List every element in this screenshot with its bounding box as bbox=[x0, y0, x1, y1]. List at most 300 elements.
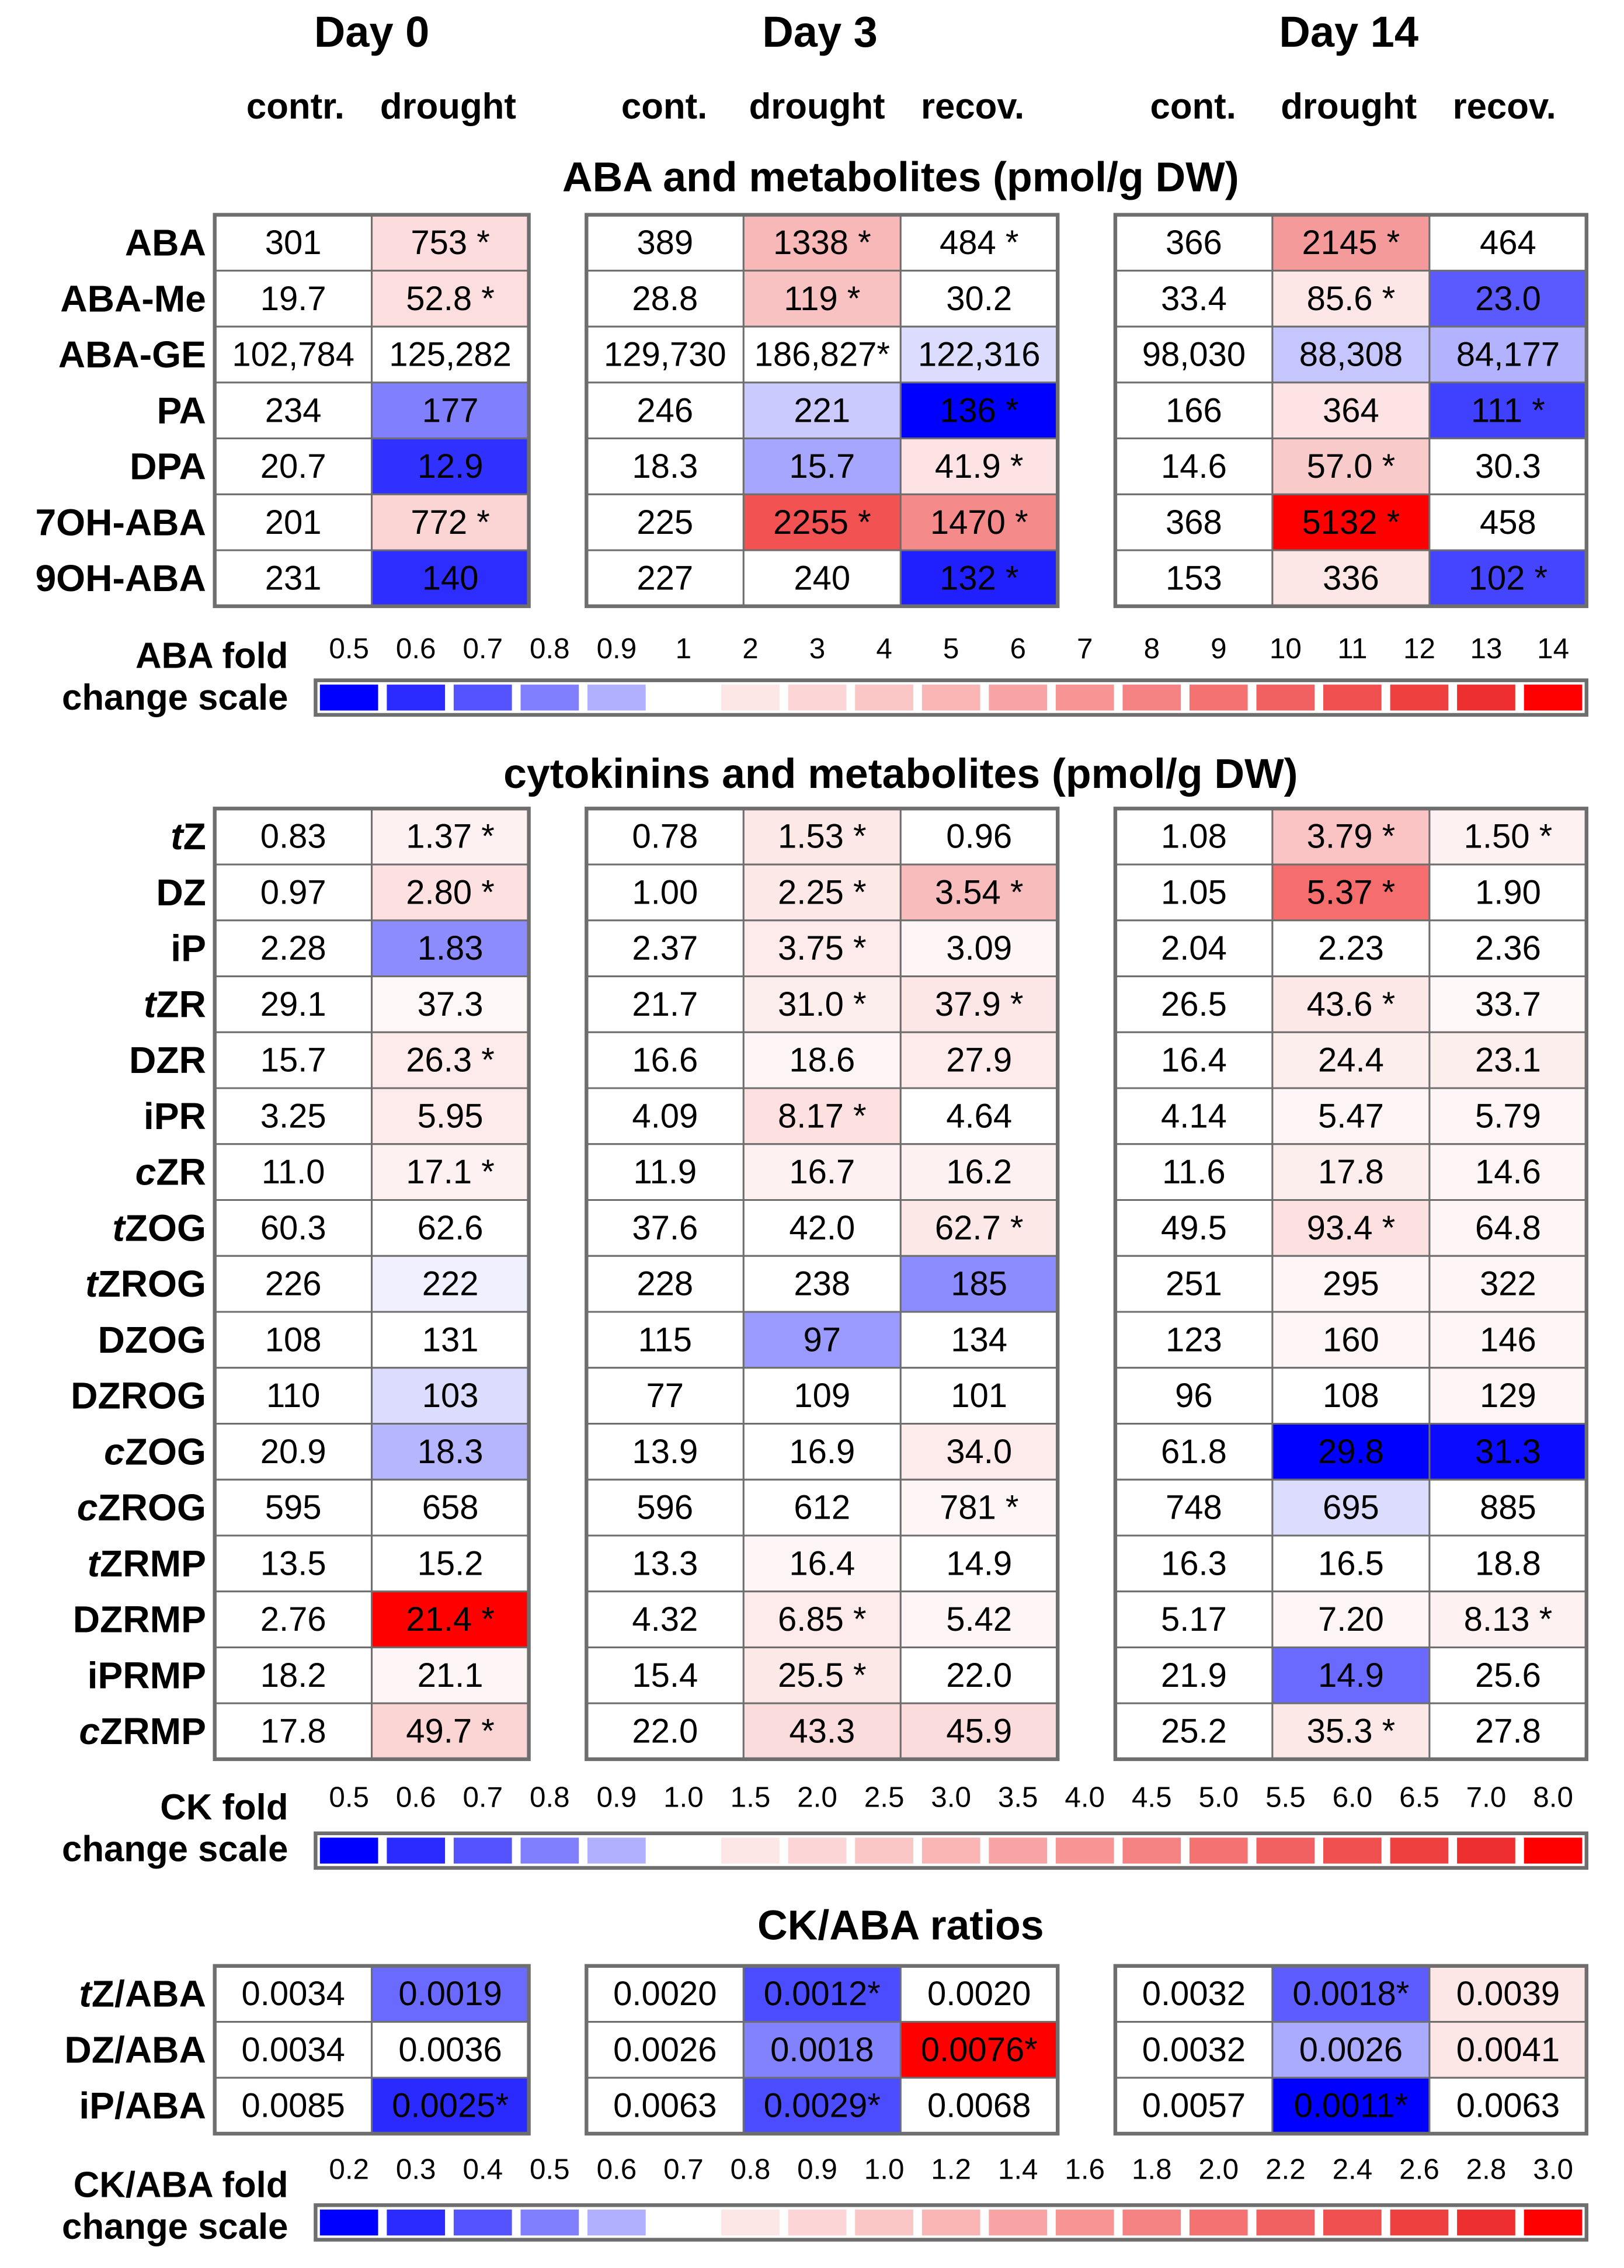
row-label-text: iP/ABA bbox=[79, 2085, 206, 2127]
row-label-text: ZR bbox=[156, 1151, 206, 1193]
cell-value: 29.1 bbox=[260, 985, 326, 1023]
cell-value: 103 bbox=[422, 1377, 479, 1415]
scale-swatch bbox=[320, 1838, 378, 1863]
cell-value: 146 bbox=[1480, 1321, 1536, 1359]
cell-value: 0.83 bbox=[260, 817, 326, 856]
cell-value: 186,827* bbox=[754, 335, 890, 374]
cell-value: 84,177 bbox=[1456, 335, 1560, 374]
cell-value: 2145 * bbox=[1302, 224, 1400, 262]
scale-swatch bbox=[1390, 1838, 1449, 1863]
scale-swatch bbox=[1390, 2210, 1449, 2235]
cell-value: 102 * bbox=[1468, 559, 1548, 598]
cell-value: 16.7 bbox=[789, 1153, 856, 1192]
scale-tick: 5.0 bbox=[1198, 1781, 1239, 1814]
cell-value: 0.0085 bbox=[241, 2086, 345, 2125]
cell-value: 0.0025* bbox=[392, 2086, 509, 2125]
scale-swatch bbox=[521, 1838, 579, 1863]
scale-tick: 0.5 bbox=[329, 632, 370, 665]
cell-value: 0.0019 bbox=[398, 1975, 502, 2013]
scale-swatch bbox=[655, 685, 713, 710]
cell-value: 136 * bbox=[939, 391, 1019, 430]
column-header: cont. bbox=[621, 86, 708, 127]
scale-swatch bbox=[1257, 2210, 1315, 2235]
cell-value: 37.3 bbox=[417, 985, 484, 1023]
day-header: Day 3 bbox=[762, 7, 878, 56]
scale-tick: 1 bbox=[675, 632, 692, 665]
cell-value: 16.6 bbox=[632, 1041, 698, 1079]
cell-value: 1.83 bbox=[417, 929, 484, 968]
cell-value: 6.85 * bbox=[778, 1600, 867, 1639]
scale-swatch bbox=[989, 1838, 1047, 1863]
cell-value: 43.6 * bbox=[1306, 985, 1396, 1023]
cell-value: 102,784 bbox=[232, 335, 355, 374]
cell-value: 0.0036 bbox=[398, 2030, 502, 2069]
row-label bbox=[112, 1207, 206, 1249]
scale-swatch bbox=[922, 685, 980, 710]
row-label-text: DZROG bbox=[71, 1374, 206, 1417]
cell-value: 17.8 bbox=[260, 1712, 326, 1751]
cell-value: 33.4 bbox=[1160, 279, 1227, 318]
cell-value: 24.4 bbox=[1317, 1041, 1384, 1079]
cell-value: 15.7 bbox=[260, 1041, 326, 1079]
row-label-text: iP bbox=[171, 927, 206, 970]
cell-value: 20.9 bbox=[260, 1432, 326, 1471]
cell-value: 4.64 bbox=[946, 1097, 1013, 1135]
cell-value: 20.7 bbox=[260, 447, 326, 485]
cell-value: 0.0026 bbox=[613, 2030, 717, 2069]
scale-label: CK fold bbox=[160, 1787, 288, 1828]
cell-value: 123 bbox=[1166, 1321, 1222, 1359]
cell-value: 23.0 bbox=[1475, 279, 1541, 318]
cell-value: 132 * bbox=[939, 559, 1019, 598]
cell-value: 0.0039 bbox=[1456, 1975, 1560, 2013]
row-label-italic-prefix: t bbox=[112, 1207, 125, 1249]
scale-swatch bbox=[1257, 1838, 1315, 1863]
cell-value: 18.8 bbox=[1475, 1544, 1541, 1583]
section-title: cytokinins and metabolites (pmol/g DW) bbox=[503, 751, 1298, 798]
cell-value: 1.53 * bbox=[778, 817, 867, 856]
row-label bbox=[104, 1430, 206, 1472]
cell-value: 0.0020 bbox=[927, 1975, 1031, 2013]
row-label bbox=[88, 1654, 206, 1696]
row-label bbox=[64, 2029, 206, 2071]
row-label bbox=[35, 501, 206, 543]
row-label bbox=[144, 983, 206, 1025]
row-label bbox=[130, 446, 206, 488]
cell-value: 61.8 bbox=[1160, 1432, 1227, 1471]
cell-value: 695 bbox=[1323, 1488, 1379, 1527]
cell-value: 8.13 * bbox=[1463, 1600, 1553, 1639]
scale-tick: 3.0 bbox=[931, 1781, 971, 1814]
cell-value: 115 bbox=[638, 1321, 693, 1359]
scale-tick: 3.0 bbox=[1533, 2153, 1573, 2186]
cell-value: 0.78 bbox=[632, 817, 698, 856]
scale-tick: 12 bbox=[1403, 632, 1435, 665]
cell-value: 19.7 bbox=[260, 279, 326, 318]
scale-tick: 2.0 bbox=[797, 1781, 837, 1814]
column-header: drought bbox=[1281, 86, 1417, 127]
cell-value: 41.9 * bbox=[934, 447, 1024, 485]
scale-swatch bbox=[587, 1838, 646, 1863]
scale-tick: 2.2 bbox=[1265, 2153, 1306, 2186]
cell-value: 3.75 * bbox=[778, 929, 867, 968]
scale-tick: 13 bbox=[1470, 632, 1503, 665]
scale-swatch bbox=[387, 685, 445, 710]
scale-tick: 2.0 bbox=[1198, 2153, 1239, 2186]
day-header: Day 14 bbox=[1279, 7, 1419, 56]
cell-value: 0.0011* bbox=[1293, 2086, 1409, 2125]
scale-label: change scale bbox=[62, 2207, 288, 2247]
cell-value: 153 bbox=[1166, 559, 1222, 598]
row-label-text: DZRMP bbox=[72, 1598, 206, 1641]
scale-swatch bbox=[655, 1838, 713, 1863]
cell-value: 0.0032 bbox=[1142, 2030, 1246, 2069]
cell-value: 131 bbox=[422, 1321, 479, 1359]
cell-value: 753 * bbox=[411, 224, 490, 262]
row-label-text: DZR bbox=[128, 1039, 206, 1082]
cell-value: 748 bbox=[1166, 1488, 1222, 1527]
cell-value: 2255 * bbox=[773, 503, 871, 541]
row-label bbox=[60, 277, 206, 319]
cell-value: 595 bbox=[265, 1488, 322, 1527]
cell-value: 885 bbox=[1480, 1488, 1536, 1527]
cell-value: 0.0020 bbox=[613, 1975, 717, 2013]
cell-value: 125,282 bbox=[389, 335, 512, 374]
row-label-italic-prefix: c bbox=[79, 1710, 100, 1753]
cell-value: 336 bbox=[1323, 559, 1379, 598]
scale-swatch bbox=[922, 2210, 980, 2235]
scale-tick: 0.9 bbox=[797, 2153, 837, 2186]
scale-tick: 1.8 bbox=[1131, 2153, 1172, 2186]
scale-swatch bbox=[1122, 685, 1181, 710]
row-label bbox=[171, 815, 206, 857]
cell-value: 119 * bbox=[784, 279, 861, 318]
cell-value: 1.00 bbox=[632, 873, 698, 912]
cell-value: 16.4 bbox=[789, 1544, 856, 1583]
row-label bbox=[85, 1263, 206, 1305]
scale-swatch bbox=[454, 1838, 512, 1863]
scale-tick: 0.7 bbox=[663, 2153, 704, 2186]
cell-value: 62.6 bbox=[417, 1208, 484, 1247]
cell-value: 45.9 bbox=[946, 1712, 1013, 1751]
scale-tick: 6 bbox=[1010, 632, 1026, 665]
scale-swatch bbox=[855, 1838, 913, 1863]
cell-value: 177 bbox=[422, 391, 479, 430]
row-label-text: DZ/ABA bbox=[64, 2029, 206, 2071]
scale-swatch bbox=[788, 685, 847, 710]
cell-value: 251 bbox=[1166, 1265, 1222, 1303]
cell-value: 2.28 bbox=[260, 929, 326, 968]
cell-value: 27.9 bbox=[946, 1041, 1013, 1079]
cell-value: 772 * bbox=[411, 503, 490, 541]
cell-value: 15.4 bbox=[632, 1656, 698, 1694]
cell-value: 18.3 bbox=[417, 1432, 484, 1471]
scale-tick: 14 bbox=[1537, 632, 1570, 665]
cell-value: 0.0026 bbox=[1299, 2030, 1403, 2069]
scale-swatch bbox=[387, 1838, 445, 1863]
scale-swatch bbox=[387, 2210, 445, 2235]
cell-value: 8.17 * bbox=[778, 1097, 867, 1135]
row-label-text: ZROG bbox=[98, 1486, 206, 1529]
cell-value: 11.0 bbox=[261, 1153, 325, 1192]
row-label bbox=[88, 1543, 206, 1585]
cell-value: 21.4 * bbox=[406, 1600, 495, 1639]
scale-swatch bbox=[655, 2210, 713, 2235]
cell-value: 17.1 * bbox=[406, 1153, 495, 1192]
row-label bbox=[79, 1710, 206, 1752]
cell-value: 366 bbox=[1166, 224, 1222, 262]
cell-value: 85.6 * bbox=[1306, 279, 1396, 318]
scale-tick: 0.5 bbox=[529, 2153, 570, 2186]
cell-value: 57.0 * bbox=[1306, 447, 1396, 485]
cell-value: 4.14 bbox=[1160, 1097, 1227, 1135]
scale-tick: 4 bbox=[876, 632, 892, 665]
scale-tick: 2.4 bbox=[1332, 2153, 1373, 2186]
scale-tick: 1.6 bbox=[1065, 2153, 1105, 2186]
row-label-italic-prefix: t bbox=[87, 1542, 100, 1585]
scale-swatch bbox=[1323, 2210, 1382, 2235]
row-label bbox=[79, 1973, 206, 2015]
section-title: CK/ABA ratios bbox=[757, 1902, 1044, 1949]
scale-tick: 6.5 bbox=[1399, 1781, 1439, 1814]
scale-tick: 1.2 bbox=[931, 2153, 971, 2186]
cell-value: 129 bbox=[1480, 1377, 1536, 1415]
row-label bbox=[135, 1151, 206, 1193]
scale-swatch bbox=[989, 685, 1047, 710]
scale-tick: 9 bbox=[1211, 632, 1227, 665]
cell-value: 322 bbox=[1480, 1265, 1536, 1303]
scale-swatch bbox=[1122, 1838, 1181, 1863]
cell-value: 140 bbox=[422, 559, 479, 598]
cell-value: 14.6 bbox=[1475, 1153, 1541, 1192]
scale-swatch bbox=[1190, 1838, 1248, 1863]
cell-value: 93.4 * bbox=[1306, 1208, 1396, 1247]
column-header: drought bbox=[749, 86, 885, 127]
row-label bbox=[125, 222, 206, 264]
cell-value: 134 bbox=[951, 1321, 1008, 1359]
scale-swatch bbox=[1056, 1838, 1114, 1863]
cell-value: 16.4 bbox=[1160, 1041, 1227, 1079]
cell-value: 98,030 bbox=[1142, 335, 1246, 374]
cell-value: 15.7 bbox=[789, 447, 856, 485]
cell-value: 0.0029* bbox=[763, 2086, 881, 2125]
cell-value: 12.9 bbox=[417, 447, 484, 485]
scale-swatch bbox=[721, 2210, 780, 2235]
scale-tick: 3.5 bbox=[997, 1781, 1038, 1814]
cell-value: 464 bbox=[1480, 224, 1536, 262]
row-label bbox=[77, 1486, 206, 1529]
scale-swatch bbox=[1457, 685, 1515, 710]
cell-value: 781 * bbox=[939, 1488, 1019, 1527]
cell-value: 295 bbox=[1323, 1265, 1379, 1303]
cell-value: 3.25 bbox=[260, 1097, 326, 1135]
scale-tick: 3 bbox=[809, 632, 826, 665]
row-label-text: 7OH-ABA bbox=[35, 501, 206, 544]
cell-value: 64.8 bbox=[1475, 1208, 1541, 1247]
cell-value: 14.9 bbox=[1317, 1656, 1384, 1694]
cell-value: 1.50 * bbox=[1463, 817, 1553, 856]
cell-value: 122,316 bbox=[917, 335, 1041, 374]
cell-value: 0.0018* bbox=[1292, 1975, 1410, 2013]
scale-swatch bbox=[721, 1838, 780, 1863]
scale-tick: 0.8 bbox=[730, 2153, 771, 2186]
row-label bbox=[73, 1599, 206, 1641]
row-label-italic-prefix: t bbox=[143, 983, 157, 1026]
cell-value: 25.6 bbox=[1475, 1656, 1541, 1694]
cell-value: 25.5 * bbox=[778, 1656, 867, 1694]
cell-value: 234 bbox=[265, 391, 322, 430]
cell-value: 37.6 bbox=[632, 1208, 698, 1247]
scale-tick: 2.5 bbox=[864, 1781, 905, 1814]
cell-value: 21.1 bbox=[417, 1656, 484, 1694]
scale-swatch bbox=[454, 685, 512, 710]
scale-swatch bbox=[1524, 2210, 1583, 2235]
cell-value: 49.5 bbox=[1160, 1208, 1227, 1247]
scale-swatch bbox=[1190, 685, 1248, 710]
cell-value: 33.7 bbox=[1475, 985, 1541, 1023]
cell-value: 35.3 * bbox=[1306, 1712, 1396, 1751]
scale-swatch bbox=[587, 2210, 646, 2235]
scale-swatch bbox=[855, 2210, 913, 2235]
day-header: Day 0 bbox=[314, 7, 430, 56]
scale-tick: 7.0 bbox=[1466, 1781, 1507, 1814]
cell-value: 4.09 bbox=[632, 1097, 698, 1135]
cell-value: 4.32 bbox=[632, 1600, 698, 1639]
cell-value: 13.9 bbox=[632, 1432, 698, 1471]
scale-tick: 0.8 bbox=[529, 1781, 570, 1814]
cell-value: 109 bbox=[794, 1377, 851, 1415]
column-header: drought bbox=[380, 86, 516, 127]
row-label bbox=[98, 1319, 206, 1361]
cell-value: 62.7 * bbox=[934, 1208, 1024, 1247]
cell-value: 16.5 bbox=[1317, 1544, 1384, 1583]
cell-value: 11.6 bbox=[1162, 1153, 1226, 1192]
cell-value: 0.0034 bbox=[241, 2030, 345, 2069]
cell-value: 240 bbox=[794, 559, 851, 598]
row-label-italic-prefix: t bbox=[171, 815, 183, 858]
row-label-text: PA bbox=[157, 389, 206, 432]
cell-value: 368 bbox=[1166, 503, 1222, 541]
cell-value: 226 bbox=[265, 1265, 322, 1303]
cell-value: 5.42 bbox=[946, 1600, 1013, 1639]
cell-value: 2.76 bbox=[260, 1600, 326, 1639]
row-label-italic-prefix: c bbox=[135, 1151, 157, 1193]
cell-value: 484 * bbox=[939, 224, 1019, 262]
row-label-text: Z/ABA bbox=[91, 1972, 206, 2015]
row-label-text: 9OH-ABA bbox=[35, 557, 206, 599]
cell-value: 3.54 * bbox=[934, 873, 1024, 912]
cell-value: 2.04 bbox=[1160, 929, 1227, 968]
row-label-text: DZOG bbox=[98, 1318, 206, 1361]
scale-swatch bbox=[1390, 685, 1449, 710]
cell-value: 31.0 * bbox=[778, 985, 867, 1023]
scale-label: ABA fold bbox=[135, 635, 288, 676]
cell-value: 129,730 bbox=[603, 335, 726, 374]
cell-value: 17.8 bbox=[1317, 1153, 1384, 1192]
scale-swatch bbox=[788, 2210, 847, 2235]
column-header: recov. bbox=[1452, 86, 1556, 127]
cell-value: 185 bbox=[951, 1265, 1008, 1303]
cell-value: 5132 * bbox=[1302, 503, 1400, 541]
scale-label: CK/ABA fold bbox=[73, 2165, 288, 2206]
row-label bbox=[129, 1039, 206, 1081]
row-label bbox=[35, 557, 206, 599]
row-label bbox=[157, 390, 206, 432]
cell-value: 28.8 bbox=[632, 279, 698, 318]
cell-value: 77 bbox=[646, 1377, 684, 1415]
row-label-text: ZROG bbox=[98, 1263, 206, 1305]
cell-value: 26.5 bbox=[1160, 985, 1227, 1023]
scale-tick: 1.4 bbox=[997, 2153, 1038, 2186]
cell-value: 5.47 bbox=[1317, 1097, 1384, 1135]
row-label bbox=[71, 1375, 206, 1417]
scale-swatch bbox=[1323, 1838, 1382, 1863]
scale-label: change scale bbox=[62, 677, 288, 718]
scale-tick: 5.5 bbox=[1265, 1781, 1306, 1814]
cell-value: 301 bbox=[265, 224, 322, 262]
cell-value: 18.6 bbox=[789, 1041, 856, 1079]
scale-swatch bbox=[1457, 1838, 1515, 1863]
cell-value: 246 bbox=[637, 391, 694, 430]
scale-swatch bbox=[521, 685, 579, 710]
row-label-italic-prefix: c bbox=[76, 1486, 98, 1529]
cell-value: 111 * bbox=[1470, 391, 1545, 430]
cell-value: 160 bbox=[1323, 1321, 1379, 1359]
cell-value: 11.9 bbox=[633, 1153, 697, 1192]
cell-value: 227 bbox=[637, 559, 694, 598]
scale-tick: 8 bbox=[1143, 632, 1160, 665]
scale-tick: 1.0 bbox=[864, 2153, 905, 2186]
scale-swatch bbox=[1257, 685, 1315, 710]
cell-value: 7.20 bbox=[1317, 1600, 1384, 1639]
cell-value: 30.3 bbox=[1475, 447, 1541, 485]
scale-tick: 0.6 bbox=[395, 632, 436, 665]
row-label bbox=[144, 1095, 206, 1137]
scale-swatch bbox=[1524, 685, 1583, 710]
scale-tick: 0.6 bbox=[395, 1781, 436, 1814]
cell-value: 3.79 * bbox=[1306, 817, 1396, 856]
cell-value: 34.0 bbox=[946, 1432, 1013, 1471]
scale-tick: 0.7 bbox=[462, 1781, 503, 1814]
scale-tick: 0.5 bbox=[329, 1781, 370, 1814]
row-label-text: ZOG bbox=[124, 1207, 206, 1249]
scale-swatch bbox=[320, 685, 378, 710]
cell-value: 612 bbox=[794, 1488, 851, 1527]
scale-swatch bbox=[855, 685, 913, 710]
scale-tick: 7 bbox=[1076, 632, 1093, 665]
cell-value: 0.0012* bbox=[763, 1975, 881, 2013]
cell-value: 0.96 bbox=[946, 817, 1013, 856]
scale-tick: 0.2 bbox=[329, 2153, 370, 2186]
cell-value: 228 bbox=[637, 1265, 694, 1303]
cell-value: 31.3 bbox=[1475, 1432, 1541, 1471]
scale-swatch bbox=[788, 1838, 847, 1863]
cell-value: 0.0057 bbox=[1142, 2086, 1246, 2125]
cell-value: 166 bbox=[1166, 391, 1222, 430]
cell-value: 0.0063 bbox=[1456, 2086, 1560, 2125]
scale-tick: 0.6 bbox=[596, 2153, 637, 2186]
scale-tick: 2.8 bbox=[1466, 2153, 1507, 2186]
column-header: recov. bbox=[921, 86, 1025, 127]
cell-value: 1338 * bbox=[773, 224, 871, 262]
cell-value: 389 bbox=[637, 224, 694, 262]
scale-swatch bbox=[922, 1838, 980, 1863]
scale-tick: 11 bbox=[1337, 632, 1368, 665]
scale-swatch bbox=[1323, 685, 1382, 710]
cell-value: 5.79 bbox=[1475, 1097, 1541, 1135]
cell-value: 0.97 bbox=[260, 873, 326, 912]
cell-value: 108 bbox=[265, 1321, 322, 1359]
